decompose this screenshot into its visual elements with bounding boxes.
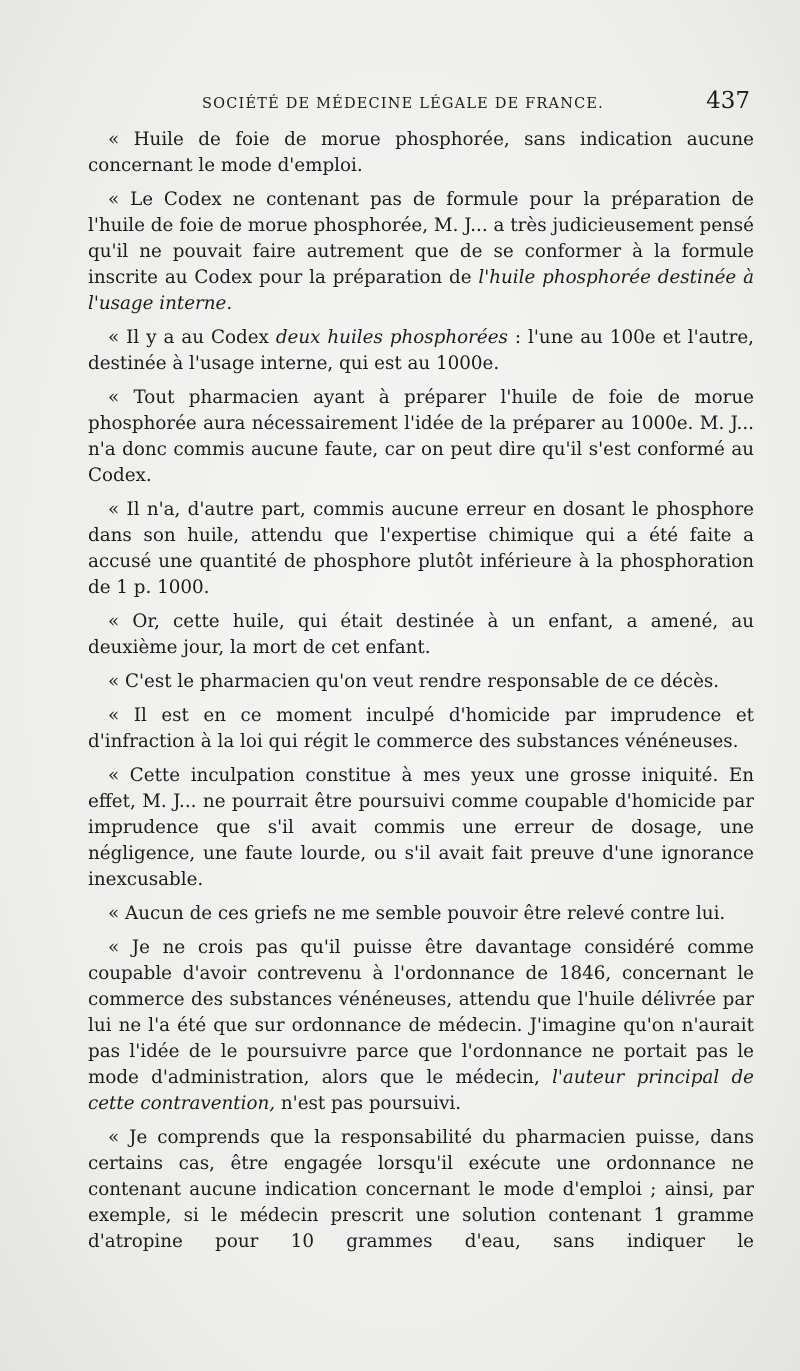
paragraph-text: « Il y a au Codex — [108, 327, 276, 349]
paragraph-text: « Je comprends que la responsabilité du pharmacien puisse, dans certains cas, être engagée lorsqu'il exécute une ordonnance ne contenant aucune indication concernant le mode d'emploi ; ainsi, par exemple, si le médecin prescrit une solution contenant 1 gramme d'atropine pour 10 grammes d'eau, sans indiquer le — [88, 1126, 754, 1253]
italic-text: l'huile phosphorée destinée à l'usage interne. — [88, 267, 754, 315]
paragraph — [88, 187, 754, 317]
paragraph-text: n'est pas poursuivi. — [275, 1093, 462, 1115]
paragraph — [88, 901, 754, 927]
italic-text: deux huiles phosphorées — [275, 327, 508, 349]
paragraph-text: « Huile de foie de morue phosphorée, sans indication aucune concernant le mode d'emploi. — [88, 129, 754, 177]
italic-text: l'auteur principal de cette contravention, — [88, 1066, 754, 1115]
paragraph — [88, 609, 754, 661]
paragraph — [88, 935, 754, 1118]
paragraph-text: « Il est en ce moment inculpé d'homicide par imprudence et d'infraction à la loi qui régit le commerce des substances vénéneuses. — [88, 704, 754, 752]
running-head: SOCIÉTÉ DE MÉDECINE LÉGALE DE FRANCE. — [202, 96, 604, 112]
paragraph — [88, 325, 754, 377]
paragraph — [88, 127, 754, 179]
paragraph — [88, 763, 754, 893]
paragraph — [88, 497, 754, 601]
page-header — [90, 88, 750, 124]
paragraph-text: « Le Codex ne contenant pas de formule pour la préparation de l'huile de foie de morue phosphorée, M. J... a très judicieusement pensé qu'il ne pouvait faire autrement que de se conformer à la formule inscrite au Codex pour la préparation de — [88, 188, 754, 289]
paragraph-text: « Je ne crois pas qu'il puisse être davantage considéré comme coupable d'avoir contrevenu à l'ordonnance de 1846, concernant le commerce des substances vénéneuses, attendu que l'huile délivrée par lui ne l'a été que sur ordonnance de médecin. J'imagine qu'on n'aurait pas l'idée de le poursuivre parce que l'ordonnance ne portait pas le mode d'administration, alors que le médecin, — [88, 936, 754, 1088]
paragraph-text: « Cette inculpation constitue à mes yeux une grosse iniquité. En effet, M. J... ne pourrait être poursuivi comme coupable d'homicide par imprudence que s'il avait commis une erreur de dosage, une négligence, une faute lourde, ou s'il avait fait preuve d'une ignorance inexcusable. — [88, 764, 754, 890]
paragraph — [88, 385, 754, 489]
paragraph-text: « Tout pharmacien ayant à préparer l'huile de foie de morue phosphorée aura nécessairement l'idée de la préparer au 1000e. M. J... n'a donc commis aucune faute, car on peut dire qu'il s'est conformé au Codex. — [88, 386, 754, 487]
paragraph-text: « Aucun de ces griefs ne me semble pouvoir être relevé contre lui. — [108, 902, 726, 924]
paragraph — [88, 1125, 754, 1255]
paragraph — [88, 703, 754, 755]
paragraph-text: « C'est le pharmacien qu'on veut rendre responsable de ce décès. — [108, 670, 720, 692]
page-number: 437 — [706, 88, 750, 114]
paragraph-text: : l'une au 100e et l'autre, destinée à l'usage interne, qui est au 1000e. — [88, 327, 754, 375]
paragraph-text: « Il n'a, d'autre part, commis aucune erreur en dosant le phosphore dans son huile, attendu que l'expertise chimique qui a été faite a accusé une quantité de phosphore plutôt inférieure à la phosphoration de 1 p. 1000. — [88, 498, 754, 599]
paragraph-text: « Or, cette huile, qui était destinée à un enfant, a amené, au deuxième jour, la mort de cet enfant. — [88, 611, 754, 659]
body-text — [88, 127, 754, 1255]
paragraph — [88, 669, 754, 695]
